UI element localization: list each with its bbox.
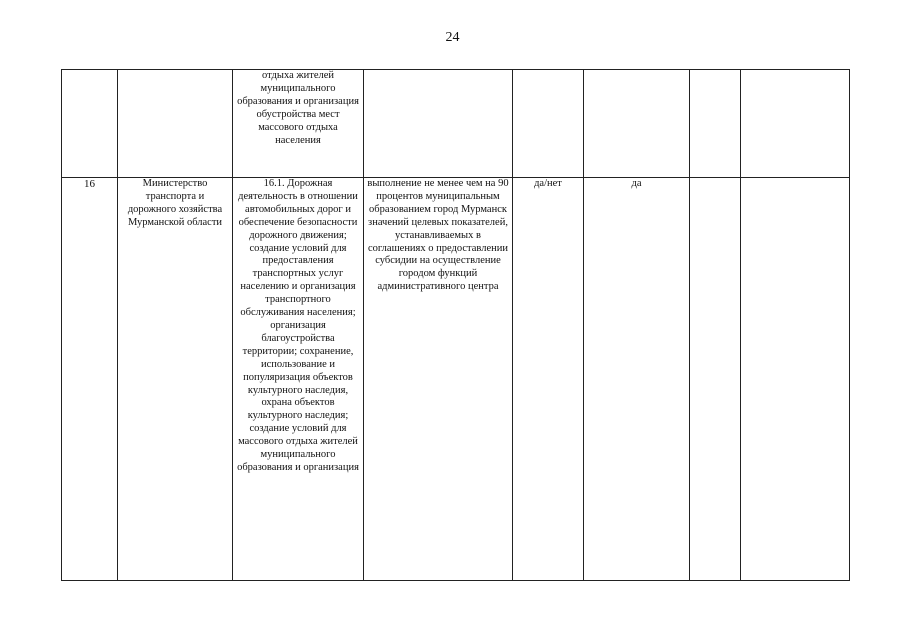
format-cell: да/нет xyxy=(513,178,584,581)
table-row xyxy=(62,70,850,178)
extra-cell-1 xyxy=(690,178,741,581)
extra-cell-2 xyxy=(741,178,850,581)
purpose-cell xyxy=(233,70,364,178)
condition-cell xyxy=(364,70,513,178)
ministry-cell xyxy=(118,70,233,178)
extra-cell-2 xyxy=(741,70,850,178)
ministry-cell: Министерство транспорта и дорожного хозяйства Мурманской области xyxy=(118,178,233,581)
extra-cell-1 xyxy=(690,70,741,178)
row-number-cell: 16 xyxy=(62,178,118,581)
purpose-text: 16.1. Дорожная деятельность в отношении автомобильных дорог и обеспечение безопасности дорожного движения; создание условий для предоставления транспортных услуг населению и организация транспортного обслуживания населения; организация благоустройства территории; сохранение, использование и популяризация объектов культурного наследия, охрана объектов культурного наследия; создание условий для массового отдыха жителей муниципального образования и организация xyxy=(237,178,359,473)
table-row xyxy=(62,178,850,581)
purpose-cell xyxy=(233,178,364,581)
indicators-table xyxy=(61,69,850,581)
value-cell: да xyxy=(584,178,690,581)
row-number-cell xyxy=(62,70,118,178)
purpose-text: отдыха жителей муниципального образования и организация обустройства мест массового отдыха населения xyxy=(237,70,359,146)
page-number: 24 xyxy=(445,30,460,45)
condition-cell: выполнение не менее чем на 90 процентов муниципальным образованием город Мурманск значений целевых показателей, устанавливаемых в соглашениях о предоставлении субсидии на осуществление городом функций административного центра xyxy=(364,178,513,581)
value-cell xyxy=(584,70,690,178)
format-cell xyxy=(513,70,584,178)
